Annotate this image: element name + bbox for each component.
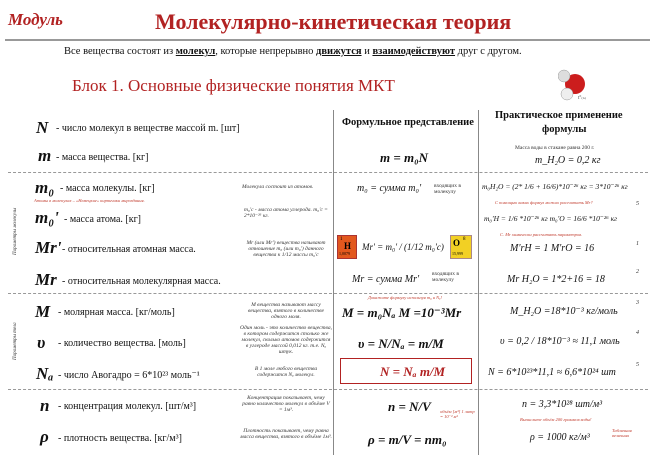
title-underline [5, 39, 650, 41]
index-m0-prime: 5 [636, 201, 639, 207]
practice-m: m_H₂O = 0,2 кг [535, 155, 601, 166]
symbol-N: N [36, 118, 49, 137]
note-n: Концентрация показывает, чему равно количество молекул в объёме V = 1м³. [242, 395, 330, 413]
label-Mr-prime: - относительная атомная масса. [62, 244, 196, 255]
element-O-symbol: O [453, 238, 461, 248]
practice-Mr: Mr H₂O = 1*2+16 = 18 [507, 274, 605, 285]
label-m0: - масса молекулы. [кг] [60, 183, 155, 194]
block-title: Блок 1. Основные физические понятия МКТ [72, 76, 395, 95]
label-m0-prime: - масса атома. [кг] [64, 214, 142, 225]
element-O-mass: 15,999 [452, 251, 463, 256]
practice-m0-prime: m₀'H = 1/6 *10⁻²⁶ кг m₀'O = 16/6 *10⁻²⁶ кг [484, 214, 618, 223]
index-Mr: 2 [636, 269, 639, 275]
practice-note-m: Масса воды в стакане равна 200 г. [515, 145, 595, 151]
formula-NA: N = Nₐ m/M [380, 364, 446, 379]
index-M: 3 [636, 300, 639, 306]
formula-note-Mr: входящих в молекулу [432, 271, 459, 283]
divider-1 [333, 110, 334, 455]
practice-hint-m0-prime: С помощью каких формул можно рассчитать Mr? [495, 200, 593, 205]
formula-note-n: объём [м³] 1 литр = 10⁻³ м³ [440, 409, 475, 419]
red-note-m0: Атомы в молекулах – «Немецкие» кирпичики мироздания. [34, 198, 145, 203]
label-N: - число молекул в веществе массой m. [шт] [56, 123, 240, 134]
practice-hint-rho: Табличная величина [612, 428, 632, 438]
formula-m: m = m₀N [380, 150, 429, 165]
module-label: Модуль [8, 10, 63, 29]
practice-n: n = 3,3*10²⁸ шт/м³ [522, 399, 603, 410]
note-m0: Молекула состоит из атомов. [242, 184, 314, 190]
side-label-molecule: Параметры молекулы [13, 207, 18, 255]
label-NA: - число Авогадро = 6*10²³ моль⁻¹ [58, 370, 200, 381]
practice-m0: m₀H₂O = (2* 1/6 + 16/6)*10⁻²⁶ кг = 3*10⁻²⁶ кг [482, 182, 628, 191]
label-M: - молярная масса. [кг/моль] [58, 307, 175, 318]
practice-rho: ρ = 1000 кг/м³ [530, 432, 590, 443]
formula-rho: ρ = m/V = nm₀ [368, 432, 447, 447]
symbol-m: m [38, 146, 52, 165]
formula-M: M = m₀Nₐ M =10⁻³Mr [342, 305, 462, 320]
element-O-number: 8 [463, 237, 466, 242]
practice-Mr-prime: M'rH = 1 M'rO = 16 [510, 243, 595, 254]
water-label: t°₍ₙ₎ [578, 96, 587, 101]
formula-Mr: Mr = сумма Mr' [352, 274, 420, 285]
label-n: - концентрация молекул. [шт/м³] [58, 401, 197, 412]
symbol-rho: ρ [40, 427, 49, 446]
row-sep-2 [8, 293, 648, 294]
note-M: M вещества называют массу вещества, взятого в количестве одного моля. [248, 302, 324, 320]
label-rho: - плотность вещества. [кг/м³] [58, 433, 182, 444]
element-H-symbol: H [344, 241, 352, 251]
element-tile-O [450, 235, 472, 259]
formula-m0: m₀ = сумма m₀' [357, 183, 422, 194]
practice-NA: N = 6*10²³*11,1 ≈ 6,6*10²⁴ шт [488, 367, 616, 378]
formula-note-m0: входящих в молекулу [434, 183, 461, 195]
index-NA: 5 [636, 362, 639, 368]
note-NA: В 1 моле любого вещества содержится Nₐ молекул. [254, 366, 318, 378]
intro-pre: Все вещества состоят из [64, 46, 176, 57]
symbol-m0: m₀ [35, 178, 55, 197]
label-Mr: - относительная молекулярная масса. [62, 276, 221, 287]
intro-post: друг с другом. [455, 46, 522, 57]
col-header-practice-2: формулы [542, 124, 587, 135]
element-H-number: 1 [340, 237, 343, 242]
col-header-formula: Формульное представление [342, 117, 474, 128]
col-header-practice-1: Практическое применение [495, 110, 623, 121]
formula-n: n = N/V [388, 399, 431, 414]
intro-word-interact: взаимодействуют [372, 46, 456, 57]
intro-sentence [64, 46, 522, 57]
formula-hint-M: Докажите формулу используя m₀ и Nₐ! [368, 295, 442, 300]
symbol-nu: υ [37, 333, 46, 352]
intro-word-move: движутся [316, 46, 362, 57]
index-nu: 4 [636, 330, 639, 336]
practice-nu: υ = 0,2 / 18*10⁻³ ≈ 11,1 моль [500, 336, 620, 347]
label-m: - масса вещества. [кг] [56, 152, 149, 163]
label-nu: - количество вещества. [моль] [58, 338, 186, 349]
intro-word-molecules: молекул [175, 46, 216, 57]
row-sep-1 [8, 172, 648, 173]
intro-mid: , которые непрерывно [215, 46, 317, 57]
note-Mr-prime: Mr (или Mr') вещества называют отношение m₀ (или m₀') данного вещества к 1/12 массы m₀'c [246, 240, 326, 258]
practice-hint-n: Вычислите объём 200 граммов воды! [520, 417, 592, 422]
symbol-n: n [40, 396, 50, 415]
symbol-Mr: Mr [35, 270, 57, 289]
element-tile-H [337, 235, 357, 259]
formula-nu: υ = N/Nₐ = m/M [358, 336, 444, 351]
intro-and: и [361, 46, 373, 57]
practice-M: M_H₂O =18*10⁻³ кг/моль [510, 306, 618, 317]
row-sep-3 [8, 389, 648, 390]
side-label-substance: Параметры тела [13, 322, 18, 360]
symbol-m0-prime: m₀' [35, 208, 59, 227]
symbol-M: M [35, 302, 51, 321]
water-molecule-icon [558, 67, 592, 103]
note-rho: Плотность показывает, чему равна масса вещества, взятого в объёме 1м³. [240, 428, 332, 440]
element-H-mass: 1,0079 [339, 251, 350, 256]
note-nu: Один моль - это количество вещества, в котором содержится столько же молекул, сколько атомов содержится в углероде массой 0,012 кг. т.е. Nₐ штук. [240, 325, 333, 355]
divider-2 [478, 110, 479, 455]
symbol-NA: Nₐ [36, 364, 54, 383]
page-title: Молекулярно-кинетическая теория [155, 9, 512, 34]
note-m0-prime: m₀'c - масса атома углерода. m₀'c = 2*10⁻²⁶ кг. [244, 207, 328, 219]
practice-hint-Mr-prime: С. Mr химически рассчитать параметров. [500, 232, 583, 237]
index-Mr-prime: 1 [636, 241, 639, 247]
formula-Mr-prime: Mr' = m₀' / (1/12 m₀'c) [362, 242, 444, 252]
symbol-Mr-prime: Mr' [35, 238, 62, 257]
